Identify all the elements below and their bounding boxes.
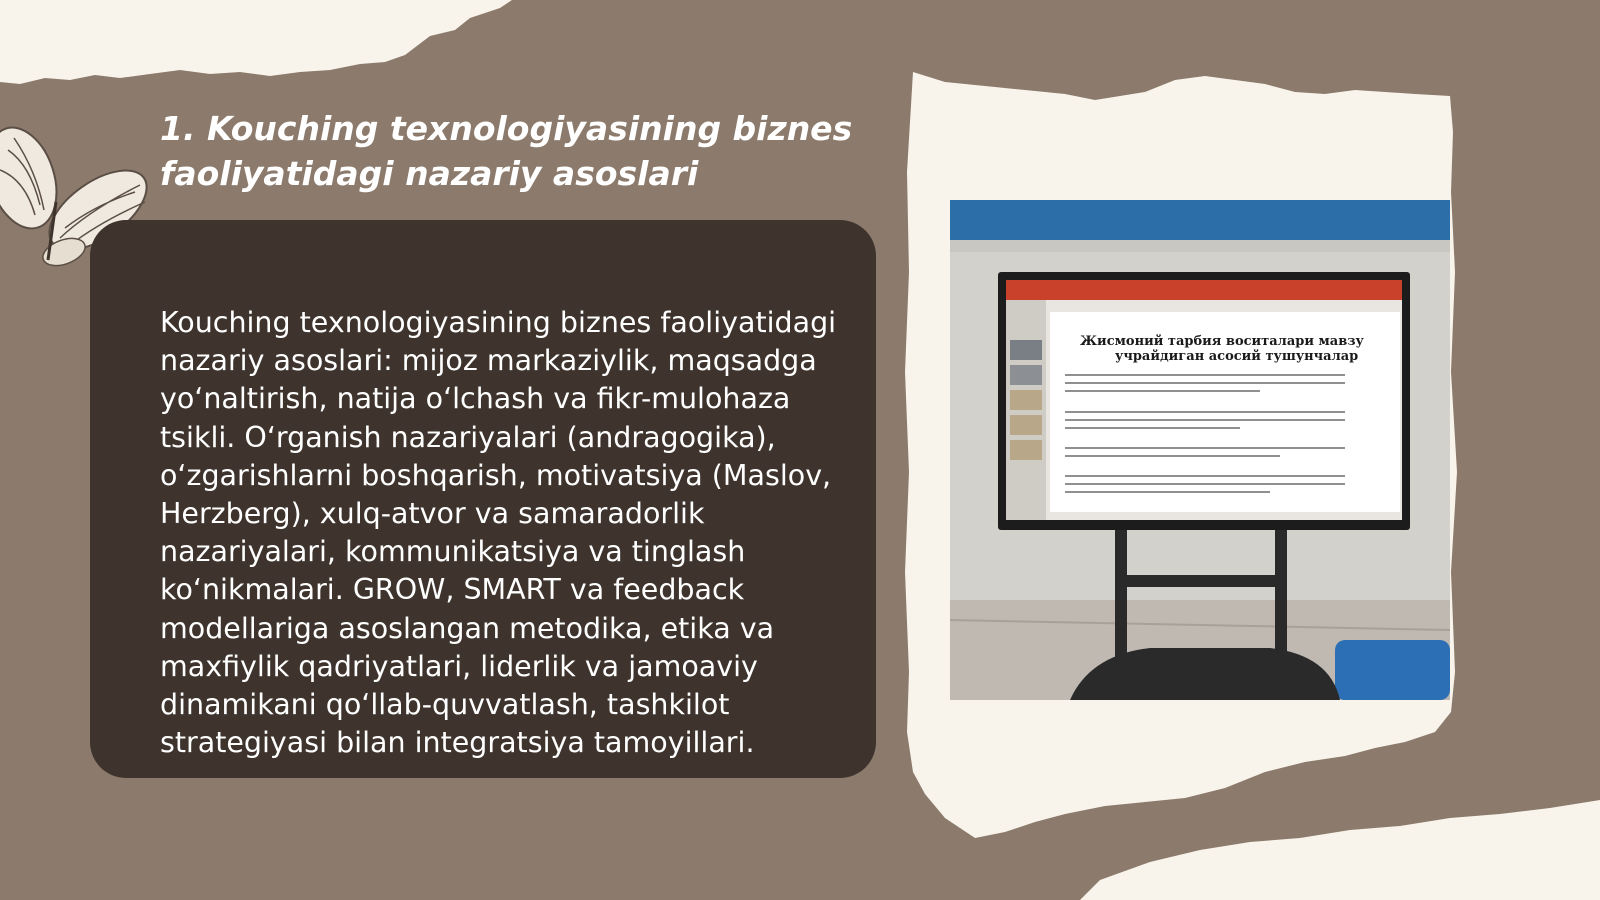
screen-title-line-1: Жисмоний тарбия воситалари мавзу bbox=[1080, 334, 1364, 349]
screen-title-line-2: учрайдиган асосий тушунчалар bbox=[1115, 349, 1359, 364]
presentation-photo bbox=[950, 200, 1450, 700]
slide-title: 1. Kouching texnologiyasining biznes faoliyatidagi nazariy asoslari bbox=[160, 109, 853, 193]
slide-body-text: Kouching texnologiyasining biznes faoliyatidagi nazariy asoslari: mijoz markaziylik, maqsadga yo‘naltirish, natija o‘lchash va fikr-mulohaza tsikli. O‘rganish nazariyalari (andragogika), o‘zgarishlarni boshqarish, motivatsiya (Maslov, Herzberg), xulq-atvor va samaradorlik nazariyalari, kommunikatsiya va tinglash ko‘nikmalari. GROW, SMART va feedback modellariga asoslangan metodika, etika va maxfiylik qadriyatlari, liderlik va jamoaviy dinamikani qo‘llab-quvvatlash, tashkilot strategiyasi bilan integratsiya tamoyillari. bbox=[160, 306, 837, 760]
